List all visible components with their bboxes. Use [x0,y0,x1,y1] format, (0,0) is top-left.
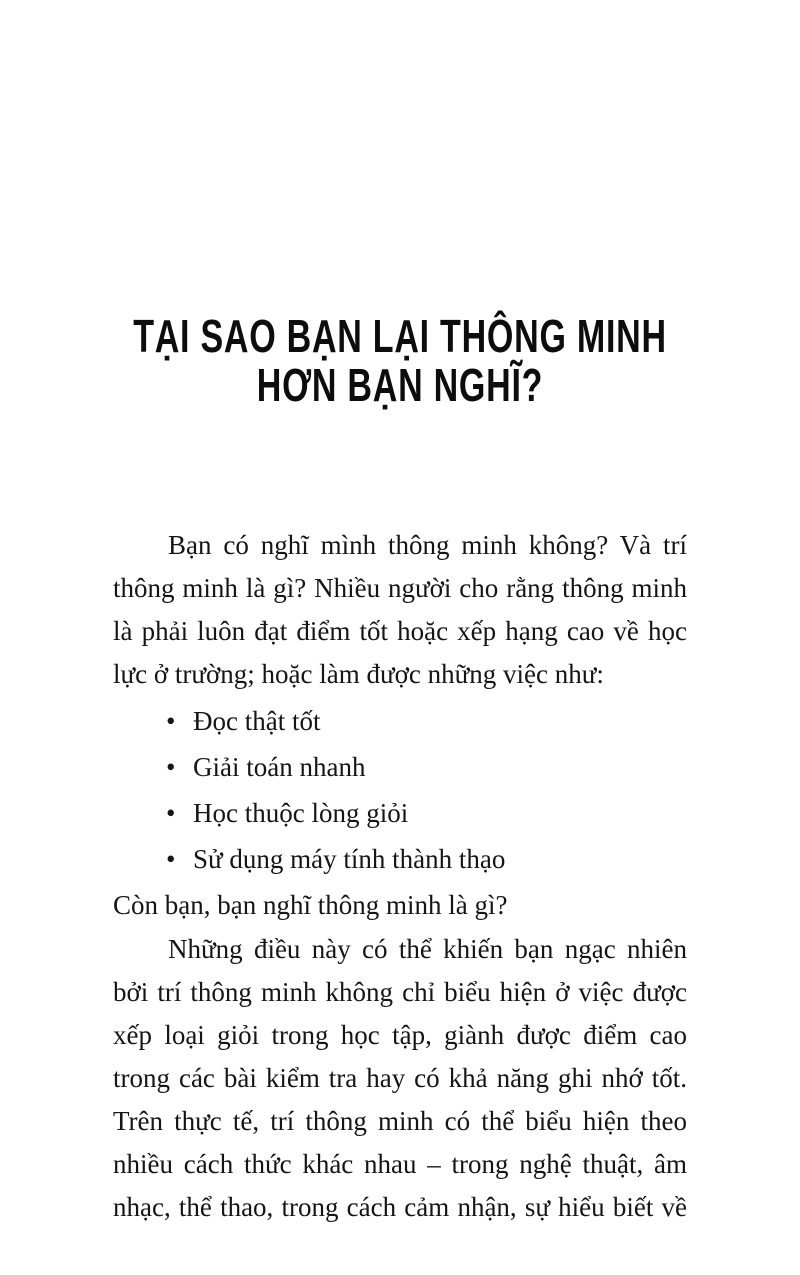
paragraph-line: là phải luôn đạt điểm tốt hoặc xếp hạng cao về học [113,616,687,646]
body-text [113,524,687,1229]
list-item [113,698,687,744]
bullet-icon: • [166,706,176,736]
list-item-label: Đọc thật tốt [193,706,321,736]
list-item-label: Học thuộc lòng giỏi [193,798,409,828]
paragraph-line: lực ở trường; hoặc làm được những việc như: [113,659,604,689]
list-item-label: Sử dụng máy tính thành thạo [193,844,506,874]
chapter-title-line-1: TẠI SAO BẠN LẠI THÔNG MINH [133,310,667,362]
list-item [113,790,687,836]
paragraph-line: Trên thực tế, trí thông minh có thể biểu hiện theo [113,1106,687,1136]
paragraph-1 [113,524,687,696]
bullet-icon: • [166,752,176,782]
list-item [113,744,687,790]
chapter-title [0,0,800,410]
bullet-list [113,698,687,882]
paragraph-line: thông minh là gì? Nhiều người cho rằng thông minh [113,573,687,603]
paragraph-line: bởi trí thông minh không chỉ biểu hiện ở việc được [113,977,687,1007]
paragraph-line: Bạn có nghĩ mình thông minh không? Và trí [168,530,687,560]
paragraph-line: xếp loại giỏi trong học tập, giành được điểm cao [113,1020,687,1050]
chapter-title-line-2: HƠN BẠN NGHĨ? [256,359,544,411]
paragraph-2 [113,928,687,1229]
bullet-icon: • [166,798,176,828]
paragraph-line: trong các bài kiểm tra hay có khả năng ghi nhớ tốt. [113,1063,687,1093]
list-item [113,836,687,882]
question-line: Còn bạn, bạn nghĩ thông minh là gì? [113,890,508,920]
bullet-icon: • [166,844,176,874]
paragraph-line: Những điều này có thể khiến bạn ngạc nhiên [168,934,687,964]
paragraph-line: nhiều cách thức khác nhau – trong nghệ thuật, âm [113,1149,687,1179]
list-item-label: Giải toán nhanh [193,752,366,782]
paragraph-line: nhạc, thể thao, trong cách cảm nhận, sự hiểu biết về [113,1192,687,1222]
